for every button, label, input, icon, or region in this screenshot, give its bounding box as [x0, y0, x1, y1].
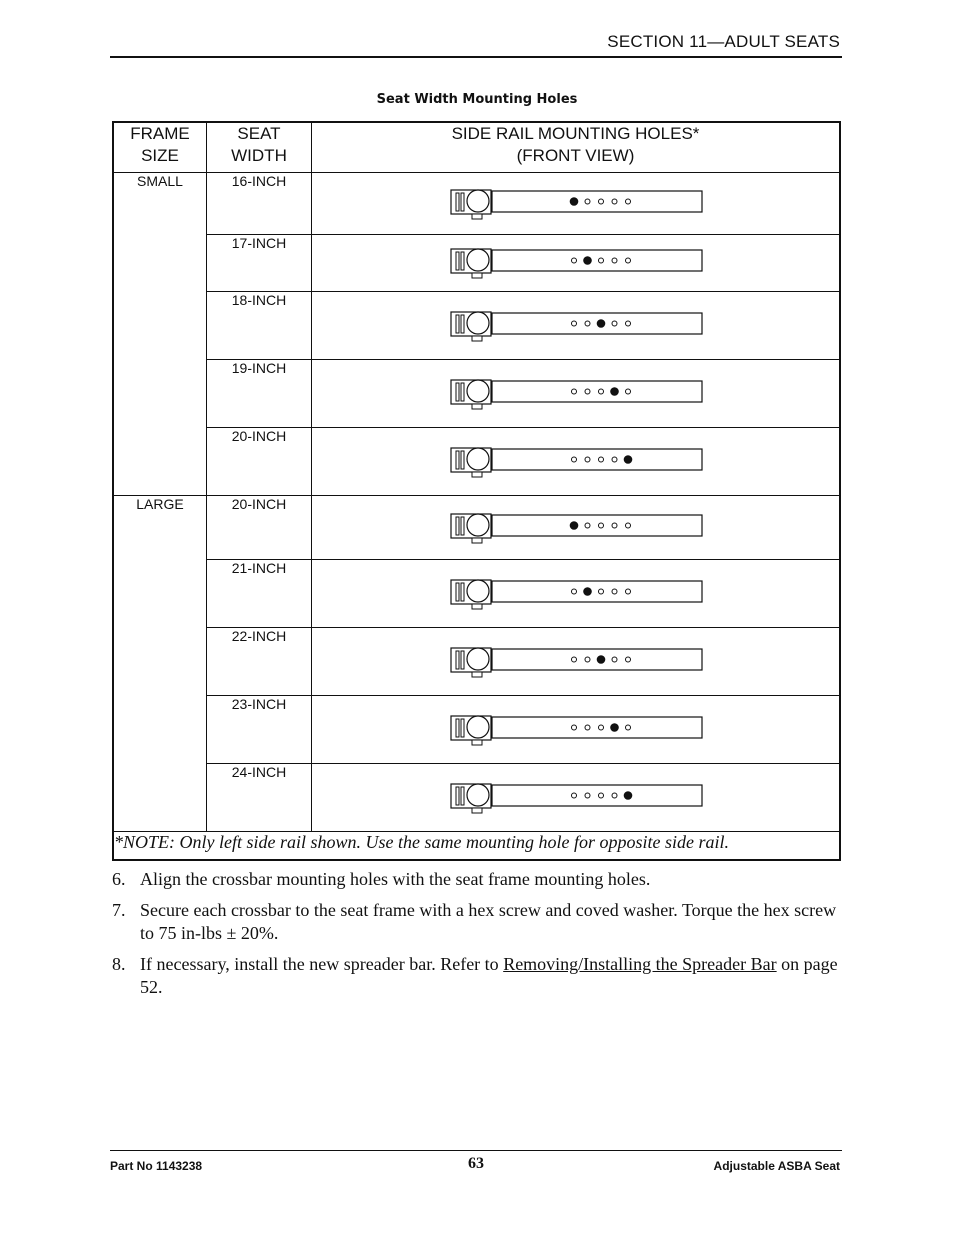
side-rail-diagram: [450, 186, 706, 222]
table-row: [113, 628, 840, 696]
side-rail-diagram: [450, 444, 706, 480]
rail-diagram-cell: [312, 496, 841, 560]
mounting-hole: [626, 657, 631, 662]
step-8: [110, 953, 842, 999]
rail-tube: [467, 716, 489, 738]
col-frame-line1: FRAME: [130, 124, 190, 143]
rail-bar: [492, 250, 702, 271]
seat-width-cell: 24-INCH: [207, 764, 312, 832]
side-rail-diagram: [450, 308, 706, 344]
mounting-hole: [599, 523, 604, 528]
side-rail-diagram: [450, 576, 706, 612]
bracket-screw: [472, 273, 482, 278]
bracket-screw: [472, 740, 482, 745]
page-header: [110, 30, 842, 58]
bracket-slot: [461, 517, 464, 535]
bracket-slot: [461, 252, 464, 270]
selected-mounting-hole: [611, 387, 619, 395]
bracket-slot: [461, 719, 464, 737]
table-row: [113, 696, 840, 764]
bracket-screw: [472, 672, 482, 677]
bracket-slot: [456, 517, 459, 535]
rail-diagram-cell: [312, 173, 841, 235]
mounting-hole: [599, 389, 604, 394]
table-row: [113, 560, 840, 628]
step-text-post: on page 52.: [140, 954, 838, 997]
rail-bar: [492, 785, 702, 806]
side-rail-diagram: [450, 376, 706, 412]
bracket-slot: [456, 451, 459, 469]
bracket-slot: [461, 583, 464, 601]
mounting-hole: [599, 199, 604, 204]
bracket-slot: [461, 651, 464, 669]
col-seat-width: [207, 122, 312, 173]
bracket-slot: [456, 583, 459, 601]
table-note: *NOTE: Only left side rail shown. Use the same mounting hole for opposite side rail.: [113, 832, 840, 860]
mounting-hole: [612, 258, 617, 263]
bracket-screw: [472, 808, 482, 813]
seat-width-cell: 16-INCH: [207, 173, 312, 235]
section-title: SECTION 11—ADULT SEATS: [607, 32, 840, 51]
mounting-hole: [585, 321, 590, 326]
col-frame-line2: SIZE: [141, 146, 179, 165]
selected-mounting-hole: [597, 319, 605, 327]
step-7: [110, 899, 842, 945]
mounting-hole: [572, 389, 577, 394]
mounting-hole: [612, 199, 617, 204]
rail-tube: [467, 648, 489, 670]
mounting-hole: [599, 725, 604, 730]
mounting-hole: [612, 457, 617, 462]
bracket-slot: [456, 719, 459, 737]
rail-bar: [492, 381, 702, 402]
seat-width-cell: 21-INCH: [207, 560, 312, 628]
rail-bar: [492, 449, 702, 470]
mounting-hole: [599, 457, 604, 462]
mounting-hole: [626, 523, 631, 528]
rail-diagram-cell: [312, 628, 841, 696]
mounting-hole: [612, 657, 617, 662]
mounting-holes-table: [112, 121, 841, 861]
side-rail-diagram: [450, 245, 706, 281]
rail-diagram-cell: [312, 235, 841, 292]
mounting-hole: [572, 657, 577, 662]
bracket-slot: [461, 315, 464, 333]
bracket-slot: [461, 451, 464, 469]
mounting-hole: [626, 589, 631, 594]
side-rail-diagram: [450, 712, 706, 748]
table-row: [113, 360, 840, 428]
selected-mounting-hole: [570, 521, 578, 529]
mounting-hole: [599, 793, 604, 798]
bracket-screw: [472, 472, 482, 477]
rail-diagram-cell: [312, 428, 841, 496]
col-width-line2: WIDTH: [231, 146, 287, 165]
mounting-hole: [572, 457, 577, 462]
mounting-hole: [572, 793, 577, 798]
seat-width-cell: 19-INCH: [207, 360, 312, 428]
mounting-hole: [626, 321, 631, 326]
table-title: Seat Width Mounting Holes: [376, 92, 578, 107]
table-row: [113, 496, 840, 560]
step-number: 6.: [112, 869, 126, 889]
mounting-hole: [612, 793, 617, 798]
frame-size-cell: LARGE: [113, 496, 207, 832]
mounting-hole: [572, 725, 577, 730]
instruction-steps: [110, 868, 842, 1007]
side-rail-diagram: [450, 510, 706, 546]
bracket-slot: [461, 787, 464, 805]
step-6: [110, 868, 842, 891]
table-row: [113, 292, 840, 360]
col-frame-size: [113, 122, 207, 173]
rail-bar: [492, 191, 702, 212]
bracket-slot: [456, 315, 459, 333]
rail-tube: [467, 784, 489, 806]
selected-mounting-hole: [624, 791, 632, 799]
rail-tube: [467, 580, 489, 602]
seat-width-cell: 22-INCH: [207, 628, 312, 696]
rail-diagram-cell: [312, 360, 841, 428]
bracket-screw: [472, 336, 482, 341]
rail-diagram-cell: [312, 560, 841, 628]
bracket-slot: [456, 787, 459, 805]
step-number: 8.: [112, 954, 126, 974]
bracket-slot: [461, 383, 464, 401]
bracket-screw: [472, 538, 482, 543]
mounting-hole: [572, 321, 577, 326]
mounting-hole: [626, 199, 631, 204]
bracket-slot: [456, 651, 459, 669]
rail-bar: [492, 581, 702, 602]
mounting-hole: [612, 321, 617, 326]
mounting-hole: [585, 725, 590, 730]
col-holes-line1: SIDE RAIL MOUNTING HOLES*: [451, 124, 700, 143]
product-name: Adjustable ASBA Seat: [713, 1159, 840, 1173]
rail-tube: [467, 312, 489, 334]
bracket-slot: [456, 383, 459, 401]
rail-diagram-cell: [312, 292, 841, 360]
selected-mounting-hole: [570, 197, 578, 205]
mounting-hole: [585, 523, 590, 528]
mounting-hole: [626, 725, 631, 730]
selected-mounting-hole: [584, 257, 592, 265]
step-text-pre: If necessary, install the new spreader bar. Refer to: [140, 954, 504, 974]
bracket-screw: [472, 604, 482, 609]
col-holes-line2: (FRONT VIEW): [516, 146, 635, 165]
step-text: Align the crossbar mounting holes with the seat frame mounting holes.: [140, 869, 651, 889]
bracket-screw: [472, 404, 482, 409]
rail-tube: [467, 380, 489, 402]
mounting-hole: [626, 389, 631, 394]
mounting-hole: [572, 258, 577, 263]
table-row: [113, 764, 840, 832]
mounting-hole: [626, 258, 631, 263]
selected-mounting-hole: [584, 587, 592, 595]
selected-mounting-hole: [597, 655, 605, 663]
mounting-hole: [585, 457, 590, 462]
rail-bar: [492, 717, 702, 738]
rail-diagram-cell: [312, 764, 841, 832]
selected-mounting-hole: [624, 455, 632, 463]
part-number: Part No 1143238: [110, 1159, 203, 1173]
mounting-hole: [612, 523, 617, 528]
mounting-hole: [599, 258, 604, 263]
step-text: Secure each crossbar to the seat frame with a hex screw and coved washer. Torque the hex screw to 75 in-lbs ± 20%.: [140, 900, 837, 943]
bracket-screw: [472, 214, 482, 219]
rail-bar: [492, 515, 702, 536]
page-number: 63: [468, 1155, 484, 1172]
mounting-hole: [585, 793, 590, 798]
spreader-bar-link[interactable]: Removing/Installing the Spreader Bar: [503, 954, 777, 974]
seat-width-cell: 20-INCH: [207, 496, 312, 560]
mounting-hole: [612, 589, 617, 594]
mounting-hole: [585, 199, 590, 204]
rail-diagram-cell: [312, 696, 841, 764]
bracket-slot: [456, 252, 459, 270]
seat-width-cell: 17-INCH: [207, 235, 312, 292]
step-number: 7.: [112, 900, 126, 920]
side-rail-diagram: [450, 780, 706, 816]
seat-width-cell: 20-INCH: [207, 428, 312, 496]
table-row: [113, 428, 840, 496]
rail-tube: [467, 190, 489, 212]
selected-mounting-hole: [611, 723, 619, 731]
table-row: [113, 235, 840, 292]
bracket-slot: [456, 193, 459, 211]
col-width-line1: SEAT: [237, 124, 281, 143]
table-row: [113, 173, 840, 235]
rail-tube: [467, 514, 489, 536]
seat-width-cell: 18-INCH: [207, 292, 312, 360]
frame-size-cell: SMALL: [113, 173, 207, 496]
mounting-hole: [572, 589, 577, 594]
page-footer: [110, 1150, 842, 1173]
mounting-hole: [585, 657, 590, 662]
bracket-slot: [461, 193, 464, 211]
mounting-hole: [599, 589, 604, 594]
seat-width-cell: 23-INCH: [207, 696, 312, 764]
mounting-hole: [585, 389, 590, 394]
side-rail-diagram: [450, 644, 706, 680]
rail-tube: [467, 249, 489, 271]
col-side-rail-holes: [312, 122, 841, 173]
rail-tube: [467, 448, 489, 470]
